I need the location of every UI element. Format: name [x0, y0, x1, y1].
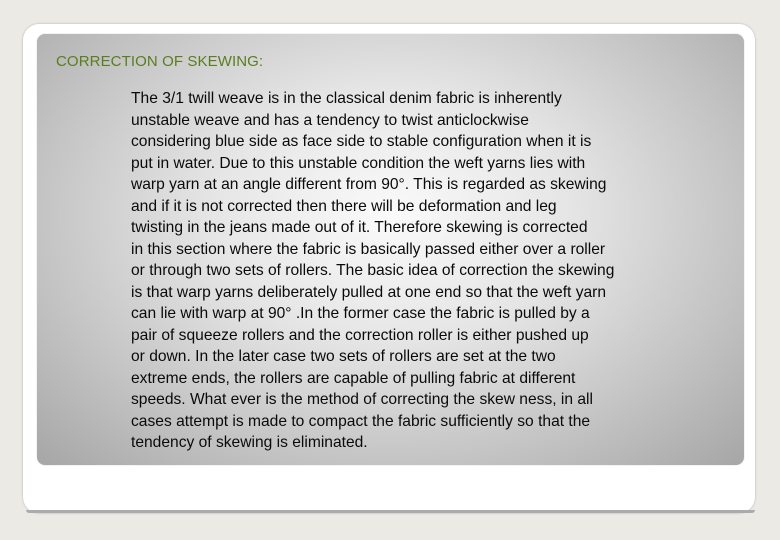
card-bottom-border [26, 510, 755, 513]
body-line: can lie with warp at 90° .In the former case the fabric is pulled by a [131, 305, 590, 322]
body-line: warp yarn at an angle different from 90°. This is regarded as skewing [131, 176, 607, 193]
body-line: put in water. Due to this unstable condition the weft yarns lies with [131, 154, 586, 172]
body-line: cases attempt is made to compact the fabric sufficiently so that the [131, 412, 591, 430]
body-line: and if it is not corrected then there will be deformation and leg [131, 197, 557, 215]
body-line: or down. In the later case two sets of rollers are set at the two [131, 348, 556, 365]
body-line: or through two sets of rollers. The basic idea of correction the skewing [131, 262, 615, 279]
body-paragraph [131, 88, 701, 454]
body-line: speeds. What ever is the method of correcting the skew ness, in all [131, 391, 593, 408]
body-line: unstable weave and has a tendency to twist anticlockwise [131, 111, 529, 129]
slide-heading: CORRECTION OF SKEWING: [56, 53, 264, 70]
body-line: pair of squeeze rollers and the correction roller is either pushed up [131, 326, 589, 344]
body-line: The 3/1 twill weave is in the classical denim fabric is inherently [131, 90, 562, 107]
body-line: tendency of skewing is eliminated. [131, 434, 368, 451]
body-line: extreme ends, the rollers are capable of pulling fabric at different [131, 369, 576, 387]
body-line: twisting in the jeans made out of it. Therefore skewing is corrected [131, 219, 588, 236]
body-line: is that warp yarns deliberately pulled at one end so that the weft yarn [131, 283, 607, 301]
body-line: in this section where the fabric is basically passed either over a roller [131, 240, 606, 258]
body-line: considering blue side as face side to stable configuration when it is [131, 133, 592, 150]
